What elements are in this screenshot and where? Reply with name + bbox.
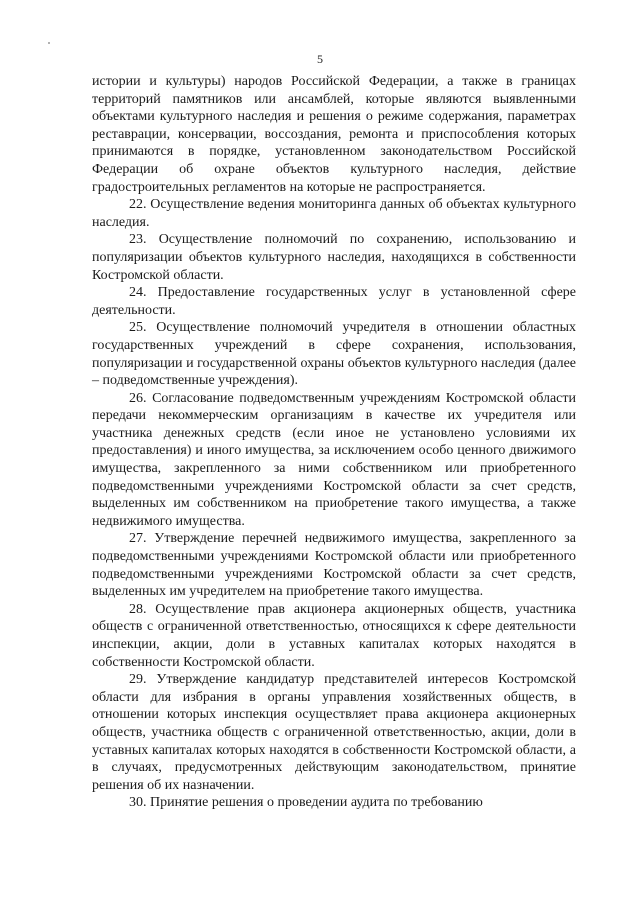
page-number: 5 (317, 52, 323, 66)
paragraph-27: 27. Утверждение перечней недвижимого имущества, закрепленного за подведомственными учреждениями Костромской области или приобретенного подведомственными учреждениями Костромской области за счет средств, выделенных им учредителем на приобретение такого имущества. (92, 531, 576, 600)
paragraph-continuation: истории и культуры) народов Российской Федерации, а также в границах территорий памятников или ансамблей, которые являются выявленными объектами культурного наследия и решения о режиме содержания, параметрах реставрации, консервации, воссоздания, ремонта и приспособления которых принимаются в порядке, установленном законодательством Российской Федерации об охране объектов культурного наследия, действие градостроительных регламентов на которые не распространяется. (92, 74, 576, 195)
paragraph-29: 29. Утверждение кандидатур представителей интересов Костромской области для избрания в органы управления хозяйственных обществ, в отношении которых инспекция осуществляет права акционера акционерных обществ, участника обществ с ограниченной ответственностью, акции, доли в уставных капиталах которых находятся в собственности Костромской области, а в случаях, предусмотренных действующим законодательством, принятие решения об их назначении. (92, 672, 576, 793)
scan-speck (48, 42, 50, 44)
paragraph-22: 22. Осуществление ведения мониторинга данных об объектах культурного наследия. (92, 197, 576, 230)
paragraph-25: 25. Осуществление полномочий учредителя в отношении областных государственных учреждений в сфере сохранения, использования, популяризации и государственной охраны объектов культурного наследия (далее – подведомственные учреждения). (92, 320, 576, 389)
paragraph-28: 28. Осуществление прав акционера акционерных обществ, участника обществ с ограниченной ответственностью, относящихся к сфере деятельности инспекции, акции, доли в уставных капиталах которых находятся в собственности Костромской области. (92, 601, 576, 670)
paragraph-26: 26. Согласование подведомственным учреждениям Костромской области передачи некоммерческим организациям в качестве их учредителя или участника денежных средств (если иное не установлено условиями их предоставления) и иного имущества, за исключением особо ценного движимого имущества, закрепленного за ними собственником или приобретенного подведомственными учреждениями Костромской области за счет средств, выделенных им собственником на приобретение такого имущества, а также недвижимого имущества. (92, 390, 576, 529)
paragraph-30: 30. Принятие решения о проведении аудита по требованию (129, 795, 483, 811)
document-body (92, 73, 576, 812)
paragraph-24: 24. Предоставление государственных услуг в установленной сфере деятельности. (92, 285, 576, 318)
paragraph-23: 23. Осуществление полномочий по сохранению, использованию и популяризации объектов культурного наследия, находящихся в собственности Костромской области. (92, 232, 576, 283)
